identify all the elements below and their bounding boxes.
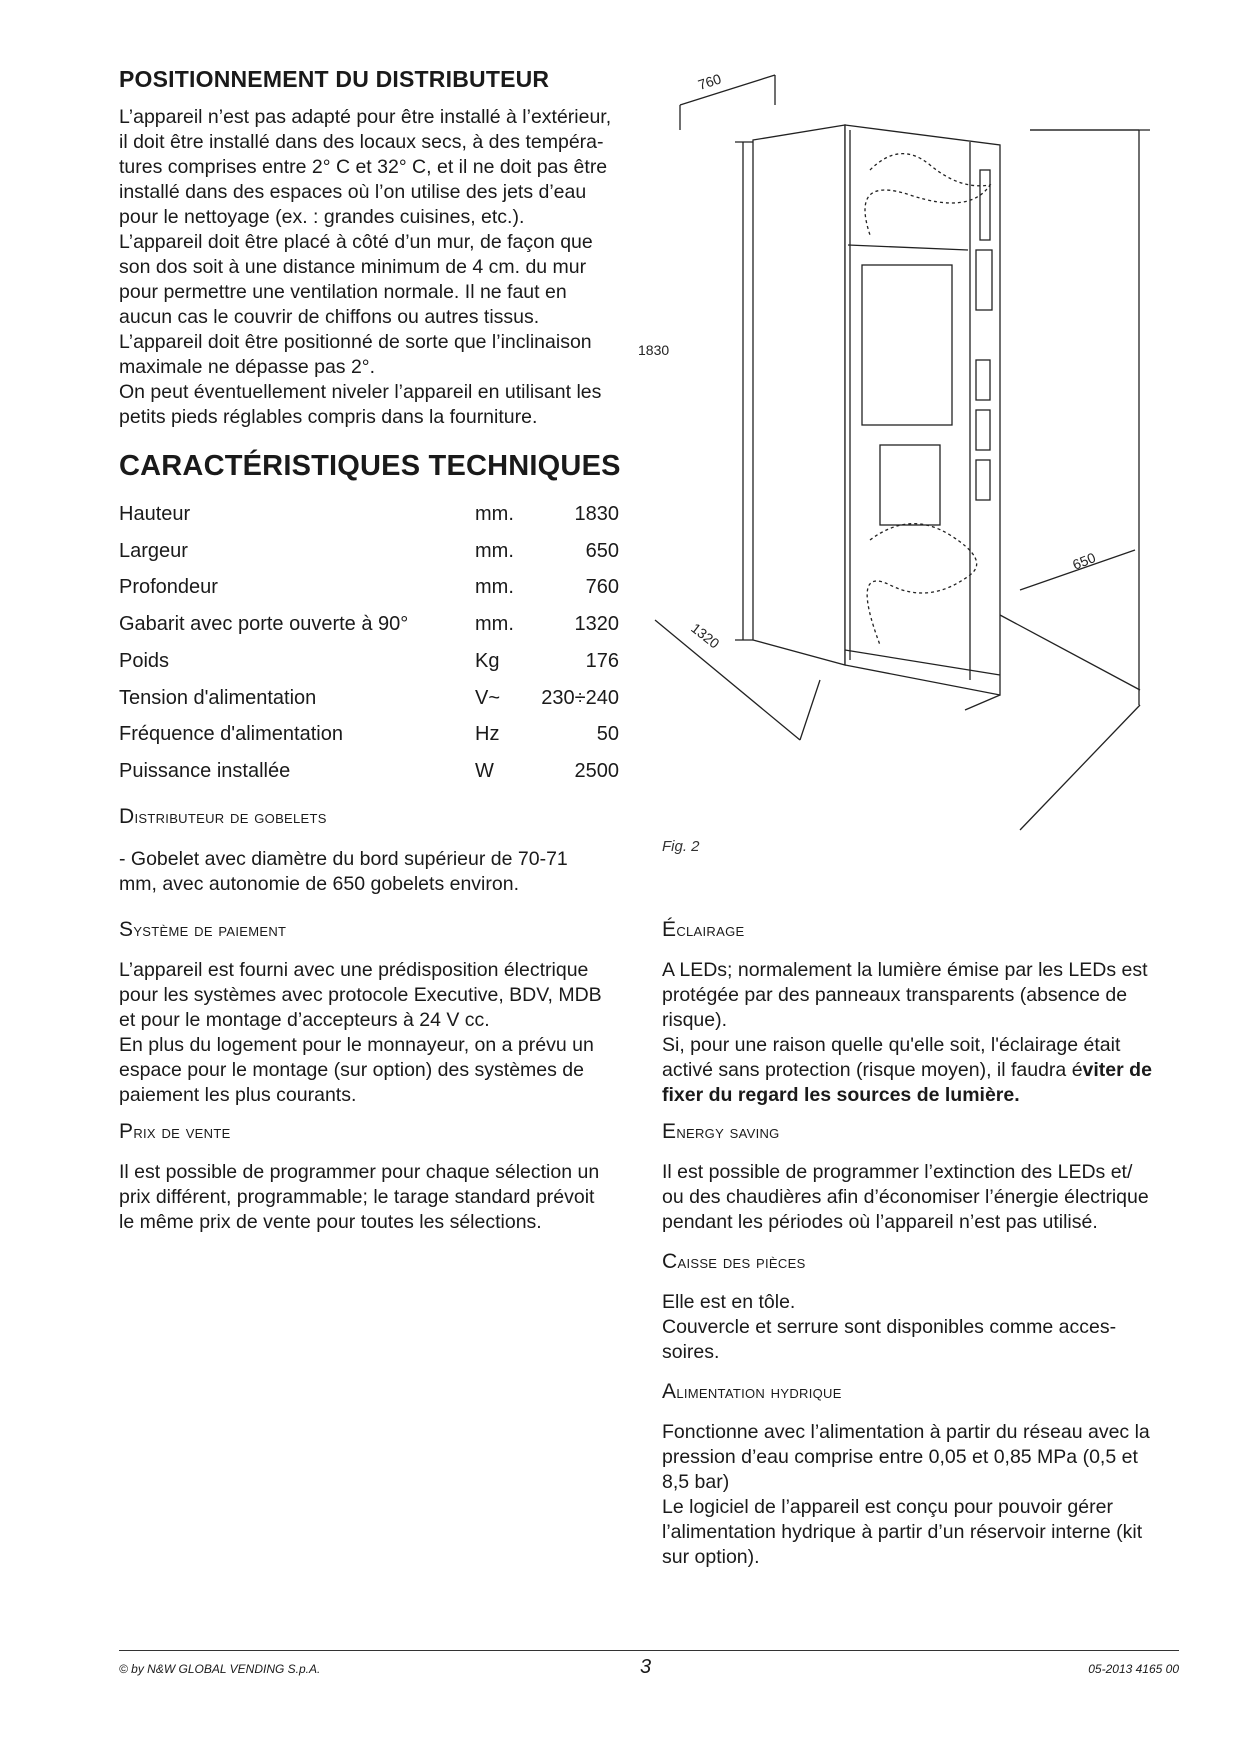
spec-row — [119, 540, 619, 577]
spec-label: Profondeur — [119, 576, 218, 599]
spec-unit: Hz — [475, 723, 500, 746]
water-title: Alimentation hydrique — [662, 1380, 842, 1403]
spec-value: 230÷240 — [541, 686, 619, 709]
lighting-body: A LEDs; normalement la lumière émise par les LEDs est protégée par des panneaux transparents (absence de risque). Si, pour une raison quelle qu'elle soit, l'éclairage était activé sans protection (risque moyen), il faudra éviter de fixer du regard les sources de lumière. — [662, 959, 1152, 1106]
spec-unit: mm. — [475, 613, 514, 636]
coinbox-body: Elle est en tôle. Couvercle et serrure sont disponibles comme acces- soires. — [662, 1291, 1117, 1363]
cups-title: Distributeur de gobelets — [119, 805, 327, 828]
spec-row — [119, 576, 619, 613]
spec-value: 650 — [585, 539, 619, 562]
spec-label: Largeur — [119, 539, 188, 562]
spec-label: Poids — [119, 649, 170, 672]
energy-title: Energy saving — [662, 1120, 780, 1143]
cups-body: - Gobelet avec diamètre du bord supérieur de 70-71 mm, avec autonomie de 650 gobelets environ. — [119, 848, 568, 895]
water-body: Fonctionne avec l’alimentation à partir du réseau avec la pression d’eau comprise entre 0,05 et 0,85 MPa (0,5 et 8,5 bar) Le logiciel de l’appareil est conçu pour pouvoir gérer l’alimentation hydrique à partir d’un réservoir interne (kit sur option). — [662, 1421, 1150, 1568]
spec-unit: mm. — [475, 539, 514, 562]
spec-label: Tension d'alimentation — [119, 686, 317, 709]
spec-row — [119, 650, 619, 687]
coinbox-title: Caisse des pièces — [662, 1250, 806, 1273]
positioning-body: L’appareil n’est pas adapté pour être installé à l’extérieur, il doit être installé dans des locaux secs, à des tempéra- tures comprises entre 2° C et 32° C, et il ne doit pas être installé dans des espaces où l’on utilise des jets d’eau pour le nettoyage (ex. : grandes cuisines, etc.). L’appareil doit être placé à côté d’un mur, de façon que son dos soit à une distance minimum de 4 cm. du mur pour permettre une ventilation normale. Il ne faut en aucun cas le couvrir de chiffons ou autres tissus. L’appareil doit être positionné de sorte que l’inclinaison maximale ne dépasse pas 2°. On peut éventuellement niveler l’appareil en utilisant les petits pieds réglables compris dans la fourniture. — [119, 106, 612, 428]
spec-label: Gabarit avec porte ouverte à 90° — [119, 613, 409, 636]
footer-rule — [119, 1650, 1179, 1651]
spec-value: 50 — [596, 723, 619, 746]
spec-value: 1320 — [574, 613, 619, 636]
payment-body: L’appareil est fourni avec une prédisposition électrique pour les systèmes avec protocole Executive, BDV, MDB et pour le montage d’accepteurs à 24 V cc. En plus du logement pour le monnayeur, on a prévu un espace pour le montage (sur option) des systèmes de paiement les plus courants. — [119, 959, 602, 1106]
spec-unit: Kg — [475, 649, 500, 672]
spec-label: Puissance installée — [119, 759, 291, 782]
vending-machine-figure — [638, 70, 1140, 840]
lighting-title: Éclairage — [662, 918, 745, 941]
spec-value: 176 — [585, 649, 619, 672]
dim-width: 650 — [1070, 549, 1098, 573]
price-title: Prix de vente — [119, 1120, 231, 1143]
dim-height: 1830 — [638, 342, 670, 358]
spec-unit: mm. — [475, 503, 514, 525]
spec-unit: mm. — [475, 576, 514, 599]
payment-title: Système de paiement — [119, 918, 287, 941]
spec-row — [119, 613, 619, 650]
spec-value: 1830 — [574, 503, 619, 525]
spec-row — [119, 687, 619, 724]
tech-title: CARACTÉRISTIQUES TECHNIQUES — [119, 450, 621, 482]
footer-copyright: © by N&W GLOBAL VENDING S.p.A. — [119, 1662, 321, 1676]
figure-caption: Fig. 2 — [662, 838, 700, 855]
spec-unit: V~ — [475, 686, 501, 709]
spec-label: Hauteur — [119, 503, 191, 525]
spec-label: Fréquence d'alimentation — [119, 723, 343, 746]
spec-row — [119, 760, 619, 797]
dim-open: 1320 — [688, 619, 723, 652]
spec-row — [119, 723, 619, 760]
spec-value: 2500 — [574, 759, 619, 782]
spec-unit: W — [475, 759, 494, 782]
spec-value: 760 — [585, 576, 619, 599]
page-number: 3 — [640, 1656, 652, 1678]
price-body: Il est possible de programmer pour chaque sélection un prix différent, programmable; le tarage standard prévoit le même prix de vente pour toutes les sélections. — [119, 1161, 600, 1233]
positioning-title: POSITIONNEMENT DU DISTRIBUTEUR — [119, 66, 550, 92]
footer-docref: 05-2013 4165 00 — [1088, 1662, 1179, 1676]
energy-body: Il est possible de programmer l’extinction des LEDs et/ ou des chaudières afin d’économiser l’énergie électrique pendant les périodes où l’appareil n’est pas utilisé. — [662, 1161, 1149, 1233]
dim-depth: 760 — [695, 70, 724, 93]
spec-row — [119, 503, 619, 540]
